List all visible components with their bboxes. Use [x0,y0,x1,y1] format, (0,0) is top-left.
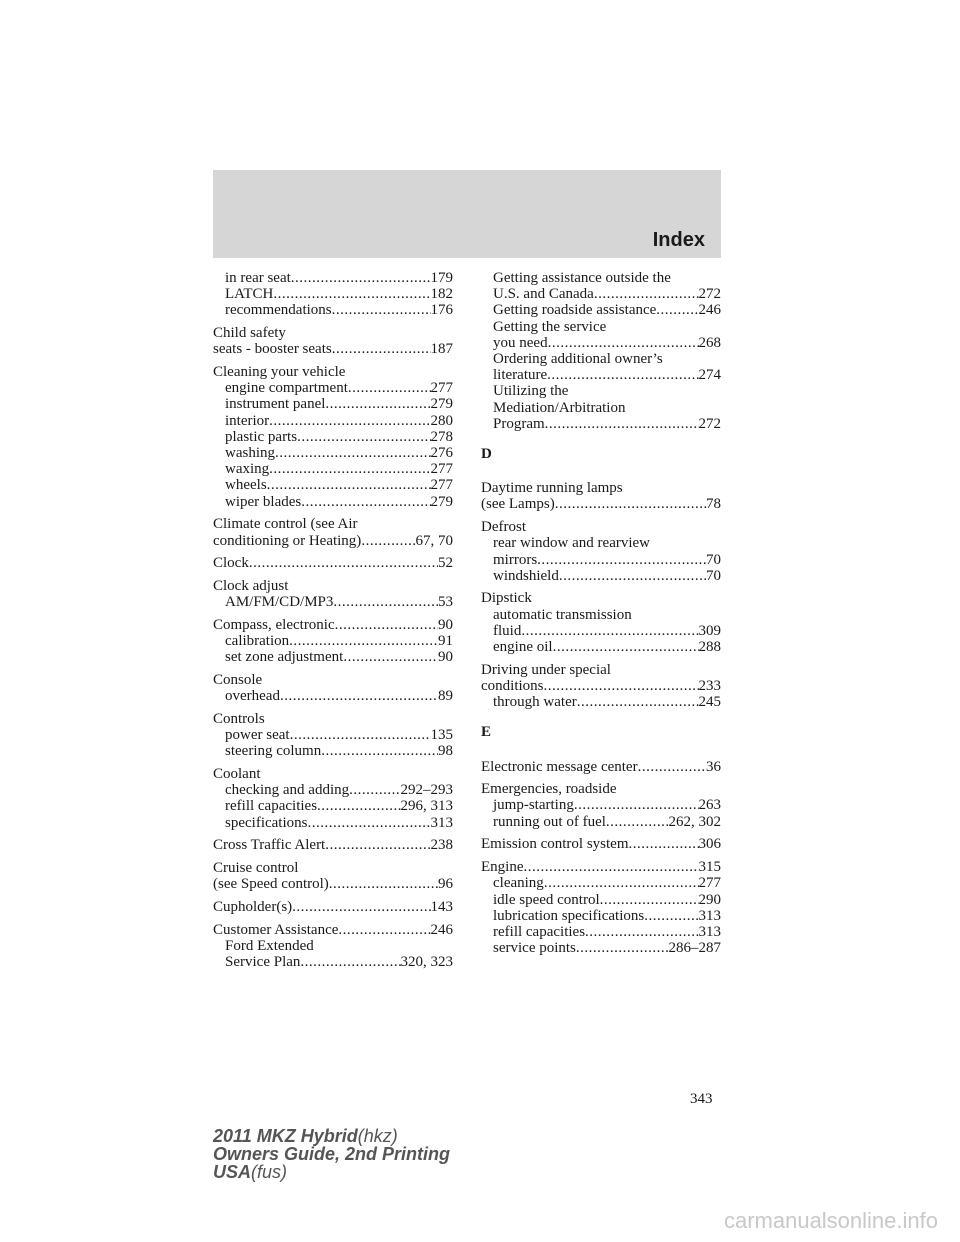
entry-page-ref: 179 [430,270,453,286]
entry-page-ref: 67, 70 [415,532,453,549]
index-entry-line [481,662,721,678]
entry-text: plastic parts [225,428,298,445]
index-subentry-line [213,396,453,412]
entry-text: Getting the service [493,318,607,335]
entry-text: Clock adjust [213,577,289,594]
dot-leader [656,302,698,318]
index-subentry-line [481,908,721,924]
entry-text: LATCH [225,286,274,303]
entry-page-ref: 306 [698,836,721,853]
entry-page-ref: 279 [430,396,453,413]
index-subentry-line [213,649,453,665]
dot-leader [300,954,400,970]
footer-print-info [213,1127,450,1181]
entry-text: refill capacities [493,923,586,940]
entry-page-ref: 262, 302 [668,813,721,830]
entry-text: Engine [481,859,524,876]
index-entry [213,711,453,760]
index-entry-line [213,711,453,727]
dot-leader [547,367,698,383]
dot-leader [606,814,669,830]
dot-leader [638,759,706,775]
entry-text: washing [225,445,275,462]
index-entry-line [213,766,453,782]
index-subentry-line [213,302,453,318]
index-entry-line [213,533,453,549]
entry-text: jump-starting [493,797,574,814]
entry-text: engine oil [493,639,553,656]
dot-leader [269,413,430,429]
watermark: carmanualsonline.info [723,1208,938,1233]
entry-text: Getting assistance outside the [493,270,671,286]
dot-leader [559,568,706,584]
dot-leader [333,594,438,610]
dot-leader [292,899,430,915]
dot-leader [275,445,431,461]
index-entry-line [213,672,453,688]
entry-text: refill capacities [225,798,318,815]
index-entry-line [481,480,721,496]
entry-text: engine compartment [225,380,348,397]
entry-text: Defrost [481,519,526,536]
section-heading: D [481,446,492,463]
dot-leader [544,678,699,694]
dot-leader [585,924,698,940]
index-subentry-line [481,535,721,551]
index-entry-line [481,519,721,535]
entry-page-ref: 272 [698,286,721,303]
entry-page-ref: 286–287 [668,940,721,957]
entry-page-ref: 176 [430,302,453,319]
index-entry-line [213,922,453,938]
entry-text: Daytime running lamps [481,480,623,497]
entry-text: power seat [225,727,290,744]
entry-page-ref: 288 [698,639,721,656]
entry-text: Emergencies, roadside [481,781,617,798]
index-entry [481,836,721,852]
index-entry [213,837,453,853]
entry-page-ref: 90 [438,616,453,633]
entry-text: Ford Extended [225,937,314,954]
index-entry [213,672,453,704]
index-entry-line [481,590,721,606]
entry-page-ref: 263 [698,797,721,814]
entry-text: steering column [225,743,322,760]
entry-page-ref: 187 [430,341,453,358]
entry-page-ref: 280 [430,412,453,429]
index-subentry-line [481,367,721,383]
index-subentry-line [213,494,453,510]
entry-text: Program [493,415,545,432]
entry-text: cleaning [493,875,544,892]
index-subentry-line [481,924,721,940]
index-entry-line [481,678,721,694]
entry-text: wiper blades [225,493,302,510]
dot-leader [600,892,699,908]
entry-text: (see Lamps) [481,496,555,513]
page-number: 343 [690,1091,713,1107]
entry-page-ref: 96 [438,876,453,893]
entry-text: Dipstick [481,590,532,607]
section-heading: E [481,724,492,741]
dot-leader [545,416,699,432]
index-subentry-line [213,954,453,970]
index-entry [481,859,721,956]
entry-text: conditions [481,677,544,694]
index-subentry-line [213,743,453,759]
entry-text: service points [493,940,576,957]
entry-text: in rear seat [225,270,291,286]
index-entry [481,519,721,584]
index-entry-line [213,860,453,876]
dot-leader [273,286,430,302]
entry-page-ref: 233 [698,677,721,694]
index-subentry-line [213,938,453,954]
dot-leader [332,341,431,357]
entry-page-ref: 70 [706,551,721,568]
entry-text: wheels [225,477,267,494]
entry-page-ref: 52 [438,555,453,572]
index-entry [481,781,721,830]
dot-leader [555,496,706,512]
entry-page-ref: 98 [438,743,453,760]
entry-text: Ordering additional owner’s [493,351,663,368]
index-subentry-line [481,694,721,710]
index-subentry-line [213,445,453,461]
entry-text: lubrication specifications [493,907,645,924]
index-subentry-line [213,798,453,814]
entry-page-ref: 238 [430,837,453,854]
index-subentry-line [481,302,721,318]
entry-page-ref: 268 [698,334,721,351]
index-subentry-line [213,688,453,704]
footer-model-code: (hkz) [357,1126,398,1146]
entry-text: automatic transmission [493,606,632,623]
index-subentry-line [481,270,721,286]
index-subentry-line [481,940,721,956]
dot-leader [349,782,400,798]
entry-page-ref: 277 [430,477,453,494]
entry-text: recommendations [225,302,332,319]
dot-leader [343,649,438,665]
page-title: Index [652,229,705,251]
index-entry-line [213,617,453,633]
dot-leader [267,477,431,493]
dot-leader [332,302,431,318]
dot-leader [297,429,430,445]
entry-text: overhead [225,688,280,705]
footer-market-code: (fus) [251,1162,288,1182]
entry-text: set zone adjustment [225,649,344,666]
entry-text: Driving under special [481,661,611,678]
index-entry-line [481,781,721,797]
entry-text: Controls [213,710,265,727]
entry-text: Console [213,671,263,688]
dot-leader [269,461,430,477]
entry-page-ref: 320, 323 [400,954,453,971]
entry-text: idle speed control [493,891,600,908]
dot-leader [524,859,699,875]
index-entry-line [213,876,453,892]
entry-text: Emission control system [481,836,629,853]
dot-leader [280,688,438,704]
index-subentry-line [481,607,721,623]
index-subentry-line [481,623,721,639]
entry-page-ref: 313 [698,923,721,940]
index-entry [213,860,453,892]
entry-page-ref: 53 [438,594,453,611]
dot-leader [644,908,698,924]
index-subentry-line [481,814,721,830]
index-entry [213,617,453,666]
footer-guide: Owners Guide, 2nd Printing [213,1144,451,1164]
index-subentry-line [213,477,453,493]
dot-leader [321,743,438,759]
dot-leader [325,837,430,853]
index-entry-line [213,899,453,915]
entry-text: Child safety [213,325,286,342]
index-entry-line [481,859,721,875]
dot-leader [325,396,430,412]
index-entry [481,270,721,432]
dot-leader [361,533,415,549]
index-subentry-line [481,383,721,399]
footer-market: USA [213,1162,252,1182]
index-entry [213,516,453,548]
entry-page-ref: 90 [438,649,453,666]
entry-page-ref: 182 [430,286,453,303]
index-subentry-line [213,594,453,610]
index-entry [481,662,721,711]
dot-leader [307,815,430,831]
index-entry-line [213,555,453,571]
dot-leader [290,727,431,743]
index-entry-line [213,837,453,853]
entry-text: waxing [225,461,270,478]
entry-page-ref: 277 [430,461,453,478]
entry-text: Cupholder(s) [213,898,293,915]
entry-page-ref: 89 [438,688,453,705]
entry-page-ref: 278 [430,428,453,445]
dot-leader [537,552,706,568]
index-entry [213,766,453,831]
entry-text: rear window and rearview [493,535,651,552]
dot-leader [576,940,669,956]
entry-text: Electronic message center [481,758,638,775]
entry-text: Clock [213,555,249,572]
index-subentry-line [481,416,721,432]
entry-text: AM/FM/CD/MP3 [225,594,334,611]
entry-text: literature [493,367,548,384]
entry-text: conditioning or Heating) [213,532,362,549]
entry-text: seats - booster seats [213,341,332,358]
entry-text: Cruise control [213,860,299,876]
index-column-right [481,270,721,963]
index-subentry-line [481,351,721,367]
entry-text: running out of fuel [493,813,606,830]
entry-page-ref: 91 [438,633,453,650]
dot-leader [629,836,699,852]
entry-text: instrument panel [225,396,326,413]
dot-leader [548,335,699,351]
index-entry [481,480,721,512]
entry-text: Cross Traffic Alert [213,837,326,854]
index-entry [213,270,453,319]
entry-page-ref: 309 [698,622,721,639]
entry-text: Climate control (see Air [213,516,358,533]
index-entry [213,325,453,357]
entry-text: Utilizing the [493,383,569,400]
entry-text: you need [493,334,548,351]
entry-text: fluid [493,622,522,639]
index-subentry-line [213,461,453,477]
index-entry-line [213,364,453,380]
entry-text: windshield [493,567,559,584]
entry-page-ref: 272 [698,415,721,432]
entry-text: Compass, electronic [213,616,335,633]
dot-leader [544,875,699,891]
index-subentry-line [213,815,453,831]
entry-text: Getting roadside assistance [493,302,657,319]
entry-page-ref: 313 [430,814,453,831]
index-subentry-line [481,639,721,655]
entry-page-ref: 70 [706,567,721,584]
dot-leader [577,694,699,710]
index-entry-line [481,759,721,775]
dot-leader [291,270,431,286]
entry-page-ref: 246 [698,302,721,319]
index-subentry-line [481,552,721,568]
entry-text: U.S. and Canada [493,286,594,303]
entry-page-ref: 276 [430,445,453,462]
entry-text: through water [493,694,577,711]
entry-text: specifications [225,814,308,831]
entry-page-ref: 279 [430,493,453,510]
index-subentry-line [481,286,721,302]
entry-text: (see Speed control) [213,876,329,893]
index-entry [213,899,453,915]
index-entry-line [481,836,721,852]
dot-leader [301,494,430,510]
index-entry [213,578,453,610]
index-column-left [213,270,453,977]
index-subentry-line [481,319,721,335]
index-subentry-line [213,380,453,396]
entry-text: Customer Assistance [213,921,339,938]
entry-page-ref: 290 [698,891,721,908]
dot-leader [335,617,438,633]
dot-leader [289,633,438,649]
dot-leader [329,876,438,892]
dot-leader [338,922,430,938]
index-subentry-line [213,782,453,798]
index-entry [213,364,453,510]
entry-text: Service Plan [225,954,301,971]
index-entry [213,922,453,971]
entry-page-ref: 313 [698,907,721,924]
entry-page-ref: 277 [698,875,721,892]
entry-page-ref: 135 [430,727,453,744]
index-subentry-line [481,335,721,351]
index-subentry-line [481,875,721,891]
entry-page-ref: 274 [698,367,721,384]
index-entry-line [213,341,453,357]
dot-leader [594,286,699,302]
entry-page-ref: 245 [698,694,721,711]
entry-page-ref: 296, 313 [400,798,453,815]
dot-leader [317,798,400,814]
entry-text: Coolant [213,765,261,782]
dot-leader [553,639,699,655]
index-subentry-line [481,892,721,908]
dot-leader [249,555,438,571]
entry-page-ref: 78 [706,496,721,513]
entry-text: calibration [225,633,290,650]
index-entry [481,590,721,655]
index-subentry-line [213,270,453,286]
header-band [213,170,721,258]
index-subentry-line [213,286,453,302]
index-subentry-line [213,429,453,445]
index-subentry-line [213,633,453,649]
footer-model: 2011 MKZ Hybrid [213,1126,358,1146]
index-entry-line [481,496,721,512]
entry-page-ref: 277 [430,380,453,397]
entry-page-ref: 36 [706,758,721,775]
dot-leader [521,623,698,639]
index-entry-line [213,578,453,594]
index-entry [481,759,721,775]
dot-leader [348,380,431,396]
dot-leader [574,797,699,813]
entry-page-ref: 292–293 [400,782,453,799]
entry-page-ref: 143 [430,898,453,915]
index-subentry-line [481,797,721,813]
index-subentry-line [213,413,453,429]
index-entry-line [213,516,453,532]
entry-text: checking and adding [225,782,350,799]
entry-page-ref: 315 [698,859,721,876]
index-entry [213,555,453,571]
entry-text: mirrors [493,551,538,568]
index-entry-line [213,325,453,341]
index-subentry-line [213,727,453,743]
entry-text: Cleaning your vehicle [213,364,346,381]
entry-text: interior [225,412,270,429]
entry-text: Mediation/Arbitration [493,399,626,416]
entry-page-ref: 246 [430,921,453,938]
index-subentry-line [481,568,721,584]
index-subentry-line [481,400,721,416]
